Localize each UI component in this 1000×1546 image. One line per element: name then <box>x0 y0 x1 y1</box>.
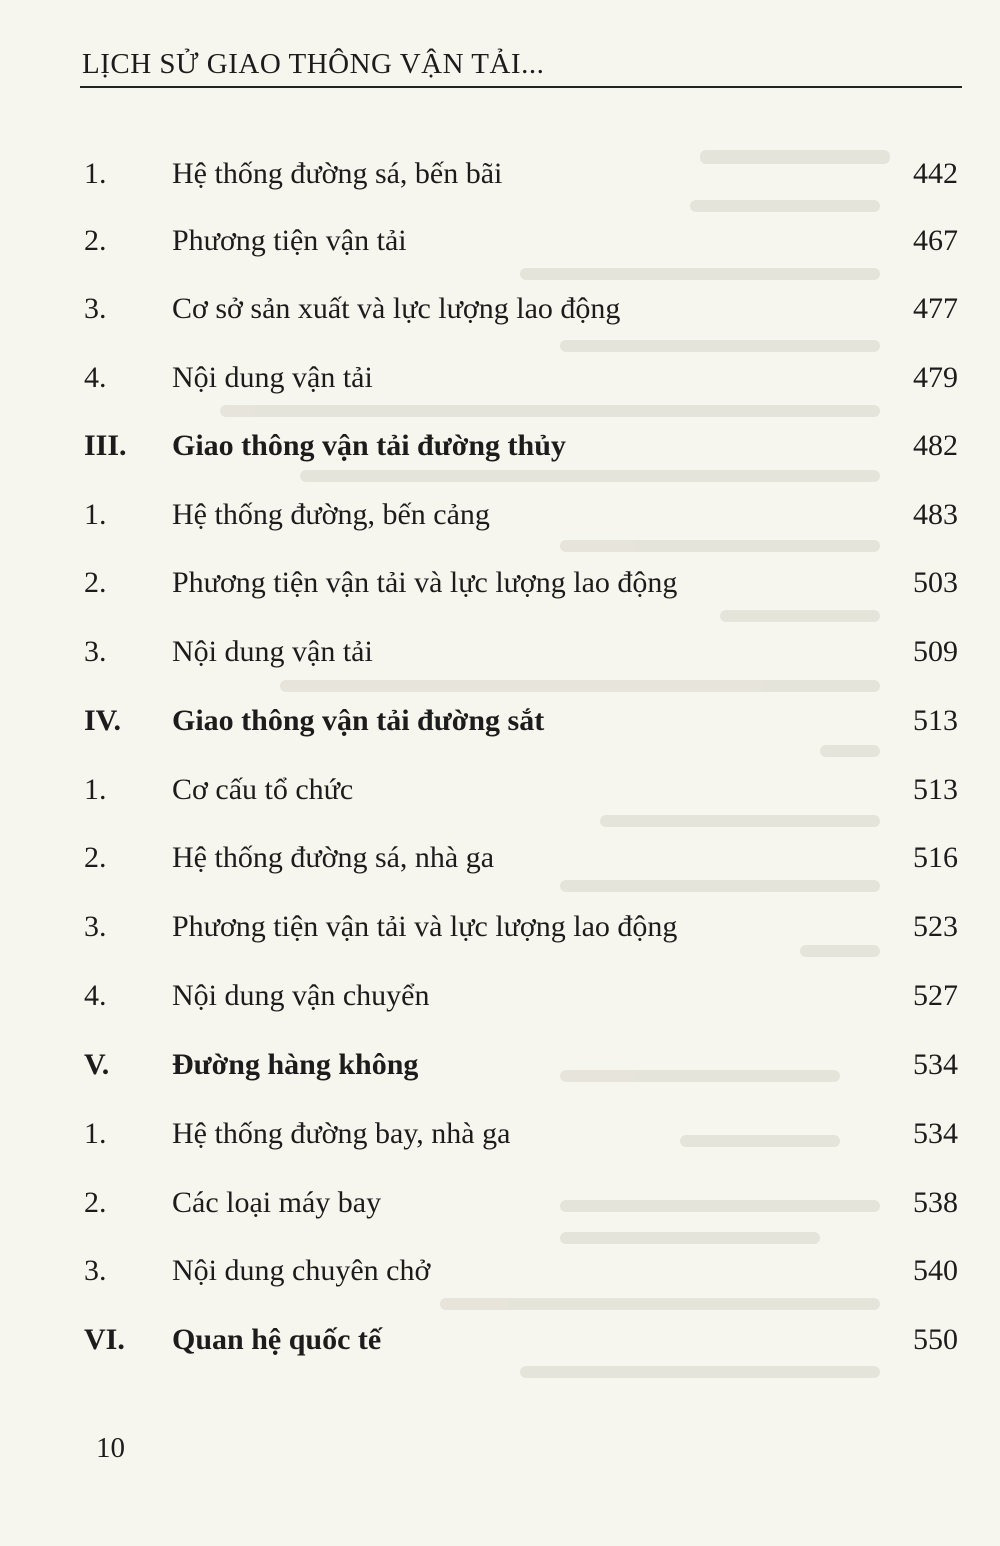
entry-title: Giao thông vận tải đường sắt <box>172 704 545 737</box>
entry-page: 467 <box>913 224 958 257</box>
entry-page: 477 <box>913 292 958 325</box>
toc-entry[interactable] <box>84 770 964 810</box>
entry-page: 534 <box>913 1117 958 1150</box>
entry-title: Cơ cấu tổ chức <box>172 773 354 806</box>
toc-entry[interactable] <box>84 1183 964 1223</box>
entry-number: 1. <box>84 498 107 531</box>
toc-entry[interactable] <box>84 358 964 398</box>
entry-title: Hệ thống đường sá, nhà ga <box>172 841 495 874</box>
toc-entry[interactable] <box>84 495 964 535</box>
entry-title: Phương tiện vận tải và lực lượng lao động <box>172 910 678 943</box>
entry-title: Phương tiện vận tải <box>172 224 407 257</box>
toc-section-entry[interactable] <box>84 1320 964 1360</box>
entry-number: 4. <box>84 979 107 1012</box>
entry-page: 534 <box>913 1048 958 1081</box>
entry-page: 503 <box>913 566 958 599</box>
toc-section-entry[interactable] <box>84 426 964 466</box>
entry-page: 482 <box>913 429 958 462</box>
entry-number: 4. <box>84 361 107 394</box>
page-number: 10 <box>96 1432 125 1464</box>
entry-number: 3. <box>84 1254 107 1287</box>
entry-page: 442 <box>913 157 958 190</box>
entry-title: Nội dung vận tải <box>172 361 373 394</box>
toc-entry[interactable] <box>84 907 964 947</box>
toc-section-entry[interactable] <box>84 1045 964 1085</box>
toc-entry[interactable] <box>84 1251 964 1291</box>
toc-entry[interactable] <box>84 1114 964 1154</box>
entry-number: 2. <box>84 841 107 874</box>
entry-page: 516 <box>913 841 958 874</box>
entry-number: V. <box>84 1048 110 1081</box>
entry-number: 2. <box>84 224 107 257</box>
entry-number: 2. <box>84 1186 107 1219</box>
entry-page: 538 <box>913 1186 958 1219</box>
entry-number: VI. <box>84 1323 125 1356</box>
entry-number: IV. <box>84 704 121 737</box>
entry-page: 540 <box>913 1254 958 1287</box>
entry-number: 3. <box>84 292 107 325</box>
entry-title: Phương tiện vận tải và lực lượng lao động <box>172 566 678 599</box>
entry-page: 513 <box>913 773 958 806</box>
toc-entry[interactable] <box>84 563 964 603</box>
entry-page: 509 <box>913 635 958 668</box>
entry-title: Quan hệ quốc tế <box>172 1323 382 1356</box>
toc-entry[interactable] <box>84 221 964 261</box>
toc-entry[interactable] <box>84 154 964 194</box>
header-rule <box>80 86 962 88</box>
entry-title: Các loại máy bay <box>172 1186 382 1219</box>
entry-title: Nội dung chuyên chở <box>172 1254 431 1287</box>
running-header: LỊCH SỬ GIAO THÔNG VẬN TẢI... <box>82 48 545 80</box>
entry-page: 527 <box>913 979 958 1012</box>
entry-number: 1. <box>84 773 107 806</box>
entry-title: Nội dung vận chuyển <box>172 979 430 1012</box>
entry-title: Giao thông vận tải đường thủy <box>172 429 566 462</box>
entry-title: Nội dung vận tải <box>172 635 373 668</box>
entry-page: 483 <box>913 498 958 531</box>
entry-number: 1. <box>84 1117 107 1150</box>
toc-section-entry[interactable] <box>84 701 964 741</box>
toc-entry[interactable] <box>84 838 964 878</box>
entry-page: 479 <box>913 361 958 394</box>
toc-entry[interactable] <box>84 289 964 329</box>
entry-title: Cơ sở sản xuất và lực lượng lao động <box>172 292 621 325</box>
entry-page: 550 <box>913 1323 958 1356</box>
entry-page: 523 <box>913 910 958 943</box>
entry-number: 3. <box>84 635 107 668</box>
entry-title: Hệ thống đường bay, nhà ga <box>172 1117 511 1150</box>
entry-title: Hệ thống đường sá, bến bãi <box>172 157 503 190</box>
entry-number: III. <box>84 429 127 462</box>
entry-number: 2. <box>84 566 107 599</box>
entry-title: Đường hàng không <box>172 1048 419 1081</box>
entry-number: 3. <box>84 910 107 943</box>
entry-page: 513 <box>913 704 958 737</box>
entry-title: Hệ thống đường, bến cảng <box>172 498 490 531</box>
toc-entry[interactable] <box>84 632 964 672</box>
entry-number: 1. <box>84 157 107 190</box>
toc-entry[interactable] <box>84 976 964 1016</box>
